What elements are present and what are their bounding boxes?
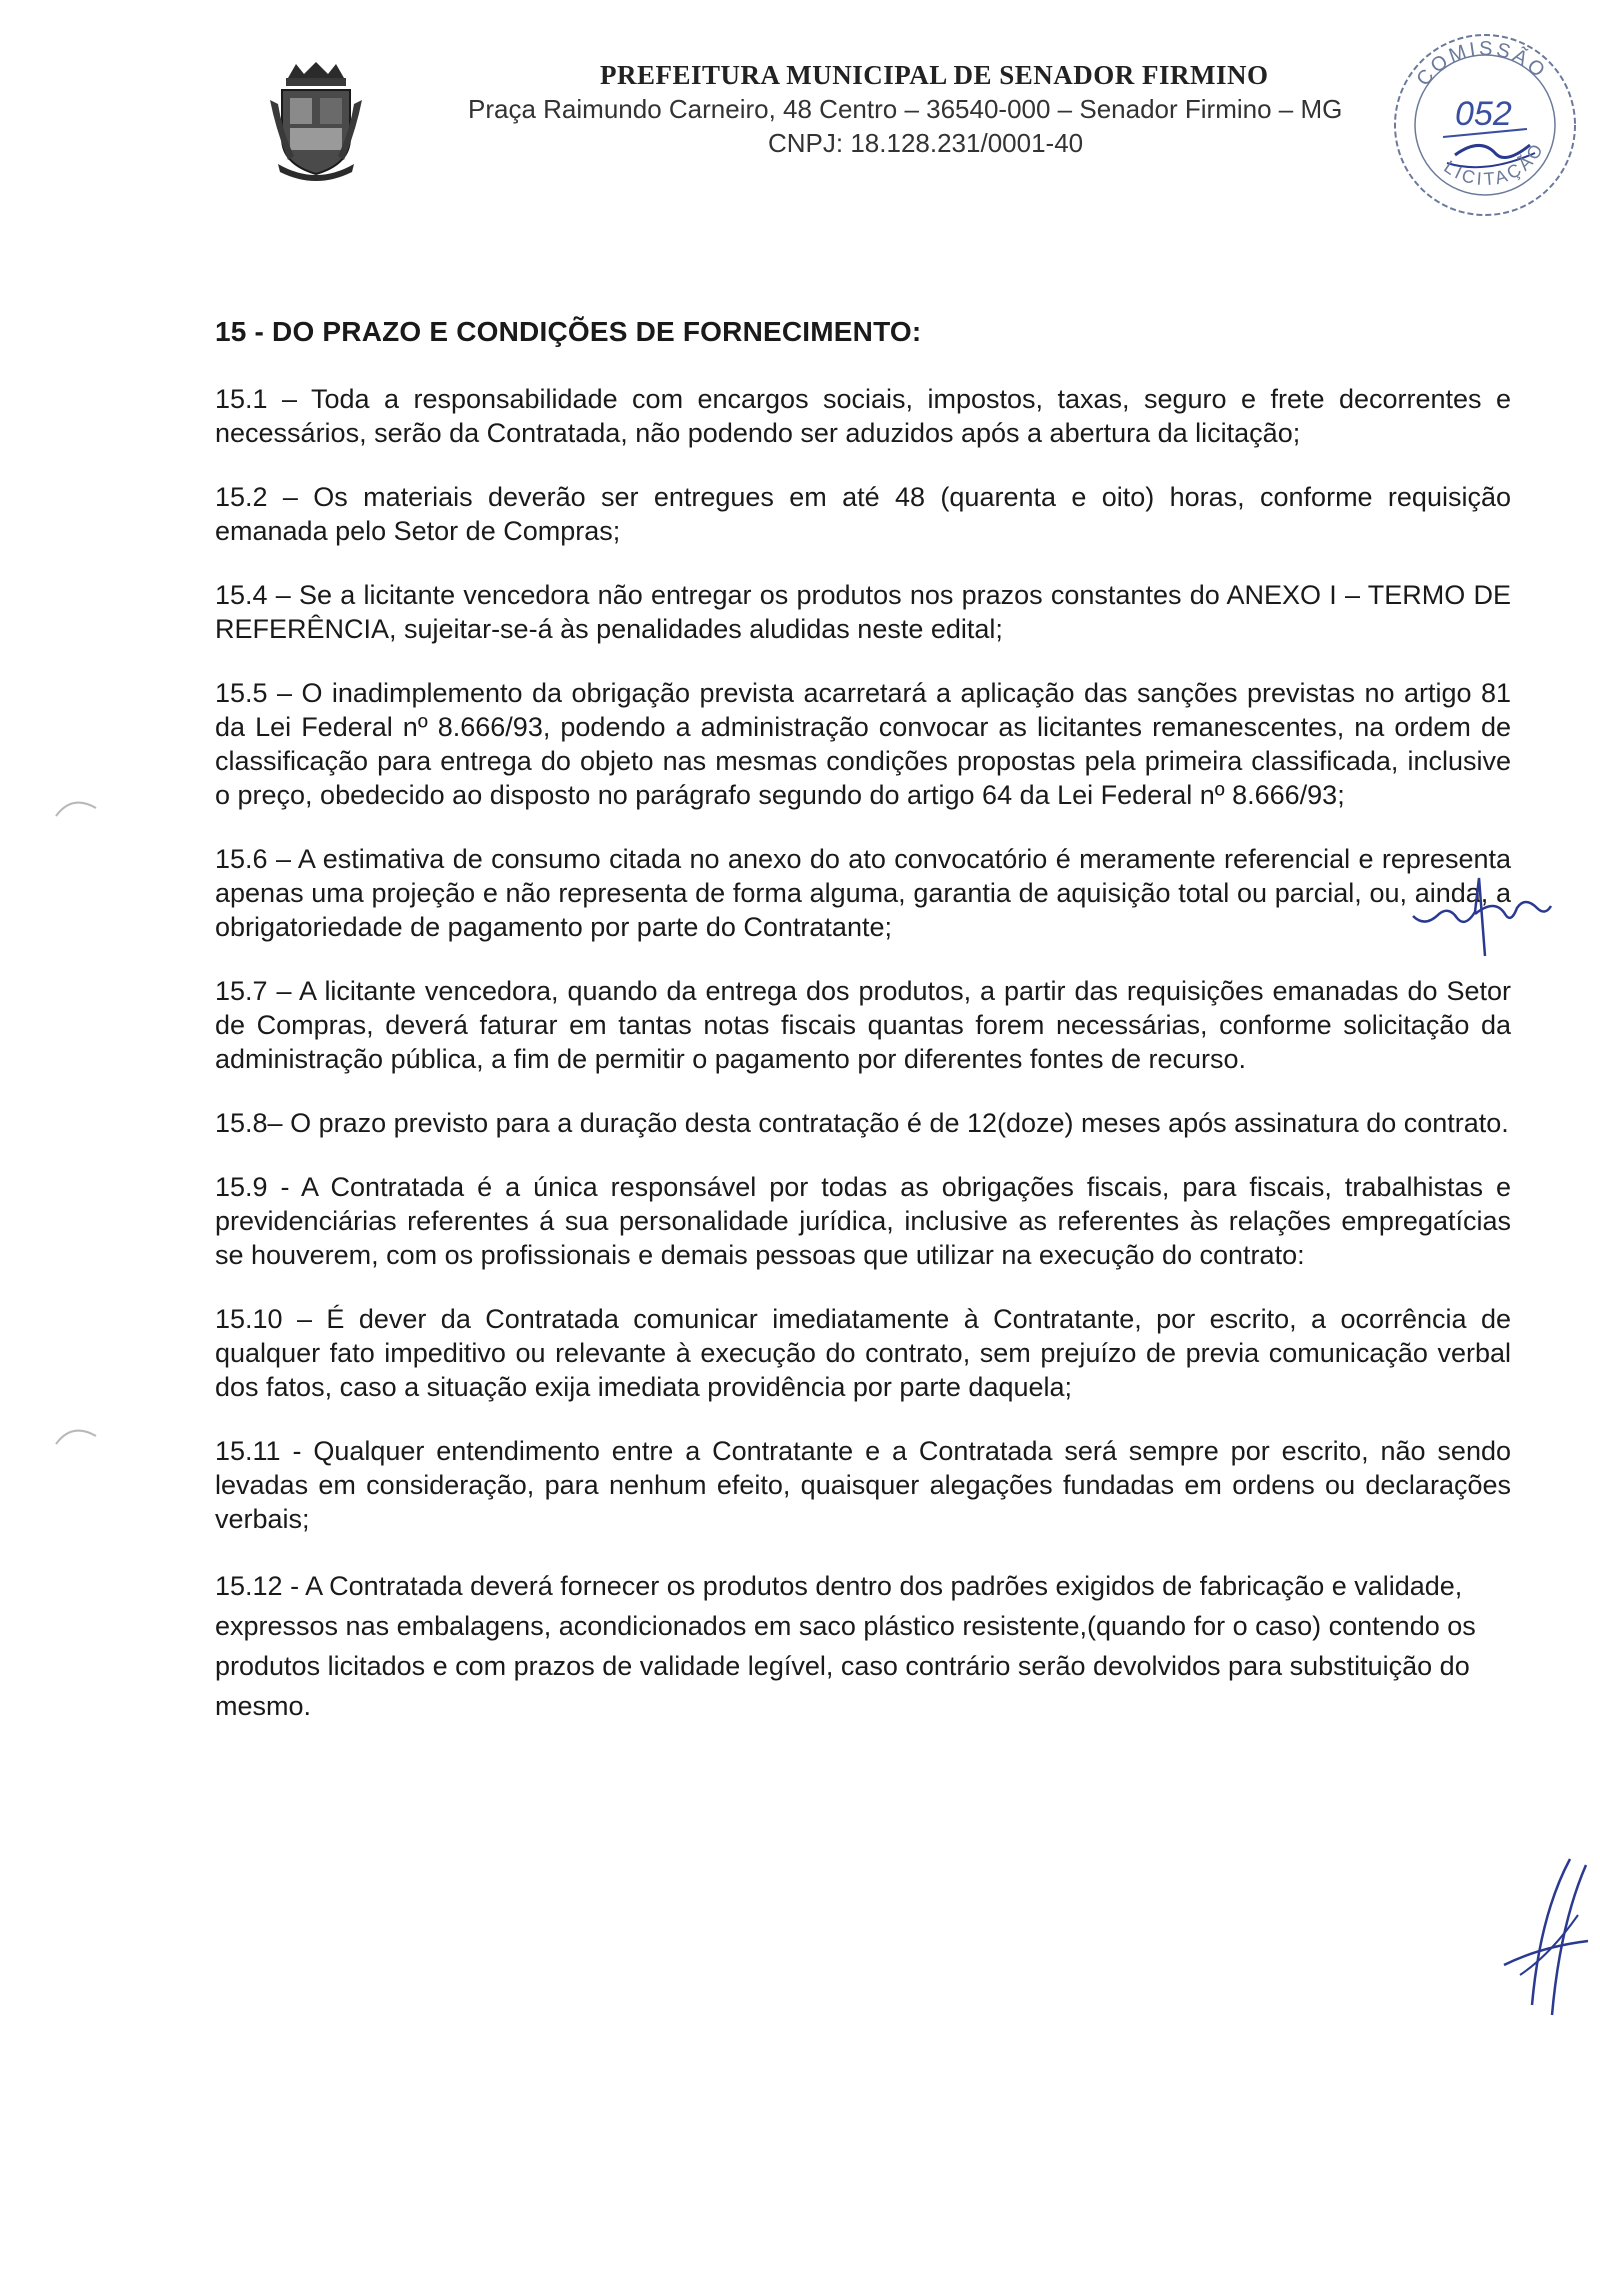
hole-punch-mark-lower: [52, 1418, 102, 1448]
letterhead: [0, 0, 1600, 200]
org-name: PREFEITURA MUNICIPAL DE SENADOR FIRMINO: [600, 60, 1269, 90]
clause-15-8: 15.8– O prazo previsto para a duração desta contratação é de 12(doze) meses após assinatura do contrato.: [215, 1108, 1509, 1138]
document-body: [215, 316, 1511, 1756]
clause-15-10: 15.10 – É dever da Contratada comunicar imediatamente à Contratante, por escrito, a ocorrência de qualquer fato impeditivo ou relevante à execução do contrato, sem prejuízo de previa comunicação verbal dos fatos, caso a situação exija imediata providência por parte daquela;: [215, 1304, 1511, 1402]
clause-15-2: 15.2 – Os materiais deverão ser entregues em até 48 (quarenta e oito) horas, conforme requisição emanada pelo Setor de Compras;: [215, 482, 1511, 546]
coat-of-arms-icon: [268, 60, 364, 182]
stamp-number: 052: [1455, 95, 1512, 133]
clause-15-11: 15.11 - Qualquer entendimento entre a Contratante e a Contratada será sempre por escrito, não sendo levadas em consideração, para nenhum efeito, quaisquer alegações fundadas em ordens ou declarações verbais;: [215, 1436, 1511, 1534]
hole-punch-mark-upper: [52, 790, 102, 820]
section-title: 15 - DO PRAZO E CONDIÇÕES DE FORNECIMENTO:: [215, 316, 922, 347]
stamp-top-text: COMISSÃO: [1412, 37, 1551, 91]
handwritten-signature-lower: [1500, 1855, 1595, 2025]
clause-15-1: 15.1 – Toda a responsabilidade com encargos sociais, impostos, taxas, seguro e frete decorrentes e necessários, serão da Contratada, não podendo ser aduzidos após a abertura da licitação;: [215, 384, 1511, 448]
handwritten-initials-upper: [1405, 868, 1555, 958]
svg-text:COMISSÃO: [1412, 38, 1551, 91]
commission-stamp: [1385, 25, 1585, 225]
org-cnpj: CNPJ: 18.128.231/0001-40: [768, 128, 1084, 158]
clause-15-6: 15.6 – A estimativa de consumo citada no anexo do ato convocatório é meramente referencial e representa apenas uma projeção e não representa de forma alguma, garantia de aquisição total ou parcial, ou, ainda, a obrigatoriedade de pagamento por parte do Contratante;: [215, 844, 1511, 942]
org-address: Praça Raimundo Carneiro, 48 Centro – 36540-000 – Senador Firmino – MG: [468, 94, 1343, 124]
clause-15-7: 15.7 – A licitante vencedora, quando da entrega dos produtos, a partir das requisições emanadas do Setor de Compras, deverá faturar em tantas notas fiscais quantas forem necessárias, conforme solicitação da administração pública, a fim de permitir o pagamento por diferentes fontes de recurso.: [215, 976, 1511, 1074]
clause-15-9: 15.9 - A Contratada é a única responsável por todas as obrigações fiscais, para fiscais, trabalhistas e previdenciárias referentes á sua personalidade jurídica, inclusive as referentes às relações empregatícias se houverem, com os profissionais e demais pessoas que utilizar na execução do contrato:: [215, 1172, 1511, 1270]
stamp-bottom-text: LICITAÇÃO: [1440, 138, 1549, 190]
clause-15-5: 15.5 – O inadimplemento da obrigação prevista acarretará a aplicação das sanções previstas no artigo 81 da Lei Federal nº 8.666/93, podendo a administração convocar as licitantes remanescentes, na ordem de classificação para entrega do objeto nas mesmas condições propostas pela primeira classificada, inclusive o preço, obedecido ao disposto no parágrafo segundo do artigo 64 da Lei Federal nº 8.666/93;: [215, 678, 1511, 810]
clause-15-4: 15.4 – Se a licitante vencedora não entregar os produtos nos prazos constantes do ANEXO I – TERMO DE REFERÊNCIA, sujeitar-se-á às penalidades aludidas neste edital;: [215, 580, 1511, 644]
clause-15-12: 15.12 - A Contratada deverá fornecer os produtos dentro dos padrões exigidos de fabricação e validade, expressos nas embalagens, acondicionados em saco plástico resistente,(quando for o caso) contendo os produtos licitados e com prazos de validade legível, caso contrário serão devolvidos para substituição do mesmo.: [215, 1571, 1476, 1721]
svg-text:LICITAÇÃO: [1440, 138, 1548, 189]
